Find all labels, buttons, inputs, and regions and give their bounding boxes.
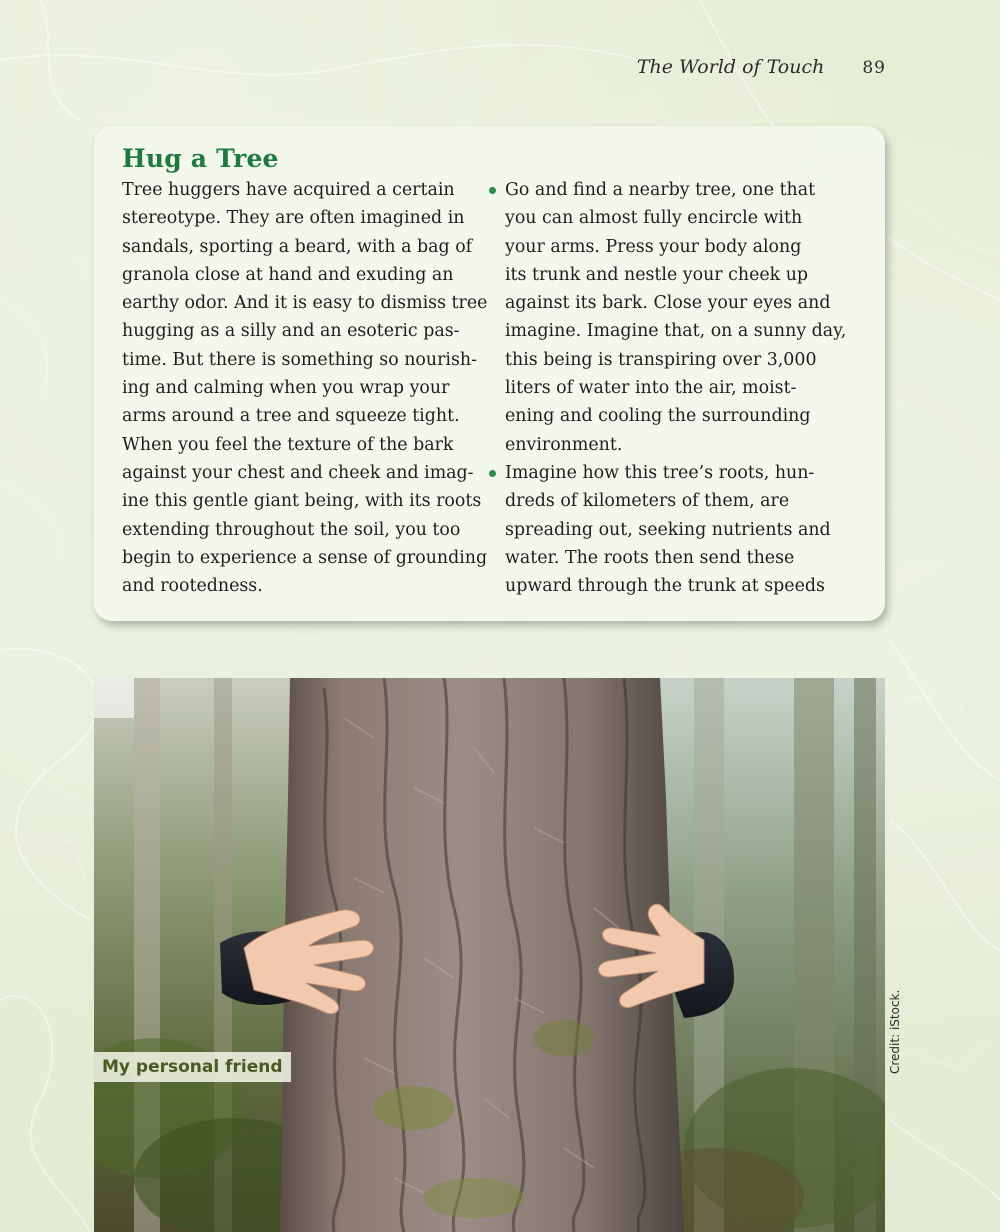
body-line: time. But there is something so nourish- (122, 349, 477, 370)
photo-credit (886, 988, 900, 1078)
bullet-line: environment. (505, 434, 623, 455)
bullet-line: this being is transpiring over 3,000 (505, 349, 817, 370)
bullet-line: water. The roots then send these (505, 547, 795, 568)
body-line: hugging as a silly and an esoteric pas- (122, 321, 460, 342)
body-line: ing and calming when you wrap your (122, 378, 450, 399)
bullet-line: upward through the trunk at speeds (505, 576, 825, 597)
page-number: 89 (862, 58, 886, 78)
bullet-line: its trunk and nestle your cheek up (505, 264, 809, 285)
running-head-title: The World of Touch (636, 56, 825, 78)
body-line: When you feel the texture of the bark (122, 434, 454, 455)
body-line: arms around a tree and squeeze tight. (122, 406, 460, 427)
photo-credit-text: Credit: iStock. (888, 989, 902, 1074)
bullet-line: spreading out, seeking nutrients and (505, 519, 831, 540)
bullet-line: imagine. Imagine that, on a sunny day, (505, 321, 847, 342)
sidebar-box (94, 126, 885, 621)
body-line: granola close at hand and exuding an (122, 264, 454, 285)
body-line: earthy odor. And it is easy to dismiss tree (122, 293, 488, 314)
bullet-item-roots (489, 459, 857, 600)
bullet-icon (489, 470, 496, 477)
bullet-line: liters of water into the air, moist- (505, 378, 797, 399)
body-line: begin to experience a sense of grounding (122, 547, 488, 568)
sidebar-left-column (122, 176, 488, 600)
bullet-line: Imagine how this tree’s roots, hun- (505, 462, 815, 483)
bullet-line: dreds of kilometers of them, are (505, 491, 790, 512)
bullet-line: ening and cooling the surrounding (505, 406, 811, 427)
body-line: against your chest and cheek and imag- (122, 462, 474, 483)
bullet-item-find-tree (489, 176, 857, 459)
bullet-line: Go and find a nearby tree, one that (505, 180, 816, 200)
bullet-line: against its bark. Close your eyes and (505, 293, 831, 314)
body-line: extending throughout the soil, you too (122, 519, 461, 540)
sidebar-title: Hug a Tree (122, 144, 279, 173)
running-head (637, 56, 886, 78)
tree-hug-photo (94, 678, 885, 1232)
body-line: and rootedness. (122, 576, 263, 597)
photo-caption: My personal friend (94, 1052, 291, 1082)
bullet-icon (489, 187, 496, 194)
bullet-line: your arms. Press your body along (505, 236, 802, 257)
body-line: ine this gentle giant being, with its roots (122, 491, 482, 512)
bullet-line: you can almost fully encircle with (505, 208, 803, 229)
body-line: Tree huggers have acquired a certain (122, 180, 455, 200)
sidebar-right-column (505, 176, 857, 600)
body-line: sandals, sporting a beard, with a bag of (122, 236, 473, 257)
sidebar-columns (122, 176, 857, 600)
tree-hug-illustration (94, 678, 885, 1232)
body-line: stereotype. They are often imagined in (122, 208, 465, 229)
